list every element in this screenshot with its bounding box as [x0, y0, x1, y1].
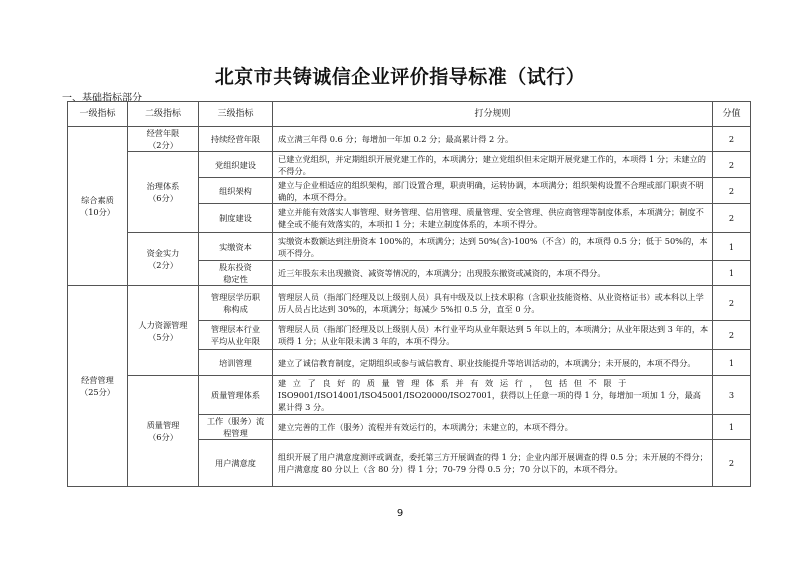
document-title: 北京市共铸诚信企业评价指导标准（试行） [214, 66, 586, 88]
page-number: 9 [396, 508, 404, 519]
level3-cell: 质量管理体系 [199, 376, 273, 415]
level1-name: 经营管理 [81, 375, 114, 385]
rule-cell: 建立并能有效落实人事管理、财务管理、信用管理、质量管理、安全管理、供应商管理等制度体系，本项满分；制度不健全或不能有效落实的，本项扣 1 分；未建立制度体系的，本项不得分。 [273, 204, 713, 233]
level2-name: 治理体系 [146, 181, 180, 191]
rule-cell: 实缴资本数额达到注册资本 100%的，本项满分；达到 50%(含)-100%（不含）的，本项得 0.5 分；低于 50%的，本项不得分。 [273, 233, 713, 261]
score-cell: 2 [713, 178, 751, 204]
level2-name: 人力资源管理 [138, 319, 188, 330]
level3-cell [199, 415, 273, 440]
level3-cell: 制度建设 [199, 204, 273, 233]
section-heading: 一、基础指标部分 [62, 93, 142, 104]
level1-score: （25分） [80, 387, 115, 397]
evaluation-standards-table [67, 101, 751, 487]
level3-cell: 实缴资本 [199, 233, 273, 261]
level2-cell [128, 127, 199, 152]
header-score: 分值 [713, 102, 751, 127]
level2-score: （2分） [148, 260, 178, 270]
score-cell: 2 [713, 440, 751, 487]
rule-cell: 组织开展了用户满意度测评或调查，委托第三方开展调查的得 1 分；企业内部开展调查的得 0.5 分；未开展的不得分；用户满意度 80 分以上（含 80 分）得 1 分；70-79 分得 0.5 分；70 分以下的，本项不得分。 [273, 440, 713, 487]
table-header-row [68, 102, 751, 127]
level1-name: 综合素质 [81, 195, 114, 205]
score-cell: 1 [713, 261, 751, 286]
level3-cell [199, 286, 273, 321]
score-cell: 2 [713, 286, 751, 321]
level3-cell [199, 261, 273, 286]
table-row [68, 376, 751, 415]
level2-score: （2分） [148, 140, 178, 150]
score-cell: 1 [713, 415, 751, 440]
level3-cell: 组织架构 [199, 178, 273, 204]
level1-score: （10分） [80, 207, 115, 217]
rule-line-spaced: 建立了良好的质量管理体系并有效运行，包括但不限于 [278, 378, 633, 388]
table-row [68, 233, 751, 261]
rule-cell: 建立与企业相适应的组织架构，部门设置合理，职责明确，运转协调，本项满分；组织架构设置不合理或部门职责不明确的，本项不得分。 [273, 178, 713, 204]
level2-score: （6分） [148, 432, 178, 442]
header-level1: 一级指标 [68, 102, 128, 127]
rule-cell: 管理层人员（指部门经理及以上级别人员）本行业平均从业年限达到 5 年以上的，本项满分；从业年限达到 3 年的，本项得 1 分；从业年限未满 3 年的，本项不得分。 [273, 321, 713, 350]
rule-cell: 近三年股东未出现撤资、减资等情况的，本项满分；出现股东撤资或减资的，本项不得分。 [273, 261, 713, 286]
header-level3: 三级指标 [199, 102, 273, 127]
rule-cell: 管理层人员（指部门经理及以上级别人员）具有中级及以上技术职称（含职业技能资格、从业资格证书）或本科以上学历人员占比达到 30%的，本项满分；每减少 5%扣 0.5 分，直至 0 分。 [273, 286, 713, 321]
level3-line: 管理层本行业 [210, 324, 261, 334]
level3-cell: 用户满意度 [199, 440, 273, 487]
level2-score: （6分） [148, 193, 178, 203]
level1-cell [68, 127, 128, 286]
rule-cell: 建立完善的工作（服务）流程并有效运行的，本项满分；未建立的，本项不得分。 [273, 415, 713, 440]
level2-cell [128, 376, 199, 487]
level2-name: 质量管理 [146, 420, 180, 430]
level3-cell: 持续经营年限 [199, 127, 273, 152]
rule-cell: 成立满三年得 0.6 分；每增加一年加 0.2 分；最高累计得 2 分。 [273, 127, 713, 152]
level3-line: 程管理 [223, 428, 248, 438]
score-cell: 1 [713, 350, 751, 376]
level3-cell: 党组织建设 [199, 152, 273, 178]
level3-line: 称构成 [223, 304, 248, 314]
rule-cell: 已建立党组织，并定期组织开展党建工作的，本项满分；建立党组织但未定期开展党建工作的，本项得 1 分；未建立的不得分。 [273, 152, 713, 178]
level3-line: 平均从业年限 [210, 336, 261, 346]
level2-cell [128, 286, 199, 376]
level3-line: 稳定性 [223, 274, 248, 284]
level1-cell [68, 286, 128, 487]
header-rule: 打分规则 [273, 102, 713, 127]
table-row [68, 127, 751, 152]
level3-cell [199, 321, 273, 350]
score-cell: 1 [713, 233, 751, 261]
score-cell: 2 [713, 321, 751, 350]
score-cell: 2 [713, 204, 751, 233]
table-row [68, 152, 751, 178]
level2-name: 资金实力 [146, 248, 180, 258]
rule-line-rest: ISO9001/ISO14001/ISO45001/ISO20000/ISO27001，获得以上任意一项的得 1 分，每增加一项加 1 分，最高累计得 3 分。 [278, 390, 701, 412]
score-cell: 2 [713, 127, 751, 152]
level2-cell [128, 233, 199, 286]
table-row [68, 286, 751, 321]
level3-line: 工作（服务）流 [206, 416, 265, 426]
level3-line: 管理层学历职 [210, 292, 261, 302]
score-cell: 3 [713, 376, 751, 415]
header-level2: 二级指标 [128, 102, 199, 127]
level2-score: （5分） [148, 331, 178, 342]
level2-name: 经营年限 [146, 128, 180, 138]
score-cell: 2 [713, 152, 751, 178]
level3-line: 股东投资 [219, 262, 252, 272]
level2-cell [128, 152, 199, 233]
level3-cell: 培训管理 [199, 350, 273, 376]
rule-cell [273, 376, 713, 415]
rule-cell: 建立了诚信教育制度，定期组织或参与诚信教育、职业技能提升等培训活动的，本项满分；未开展的，本项不得分。 [273, 350, 713, 376]
